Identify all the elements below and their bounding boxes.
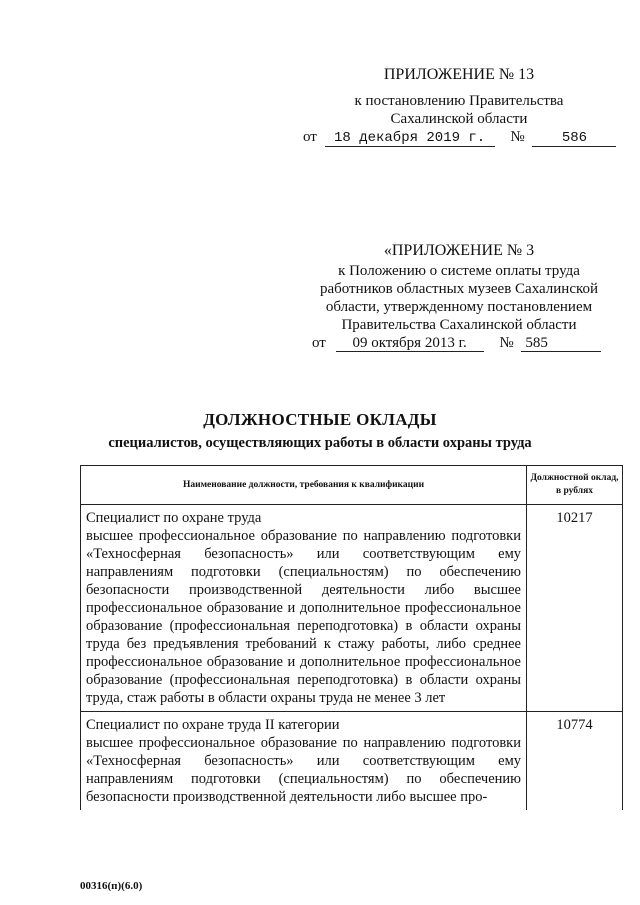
position-requirements: высшее профессиональное образование по направлению подготовки «Техносферная безопасность» или соответствующим ему направлениям подготовки (специальностям) по обеспечению безопасности производственной деятельности либо высшее про- <box>86 735 521 805</box>
appendix-13-reference <box>300 92 618 128</box>
salary-cell: 10774 <box>527 712 623 811</box>
footer-document-code: 00316(п)(6.0) <box>80 880 143 892</box>
appendix-3-number: 585 <box>521 335 601 352</box>
appendix-13-line-2: Сахалинской области <box>390 111 528 127</box>
date-prefix: от <box>303 129 317 145</box>
appendix-3-line-2: работников областных музеев Сахалинской <box>319 281 599 297</box>
position-cell <box>81 505 527 712</box>
position-cell <box>81 712 527 811</box>
appendix-3-line-3: области, утвержденному постановлением <box>325 299 593 315</box>
date-prefix: от <box>312 335 326 351</box>
salary-cell: 10217 <box>527 505 623 712</box>
appendix-3-date-row <box>312 334 601 352</box>
appendix-13-number: 586 <box>532 130 616 147</box>
appendix-3-line-4: Правительства Сахалинской области <box>341 317 577 333</box>
number-prefix: № <box>499 335 514 351</box>
appendix-3-line-1: к Положению о системе оплаты труда <box>338 263 580 279</box>
header-salary: Должностной оклад, в рублях <box>527 466 623 505</box>
appendix-13-date-row <box>303 128 616 147</box>
appendix-13-date: 18 декабря 2019 г. <box>325 130 495 147</box>
appendix-13-title: ПРИЛОЖЕНИЕ № 13 <box>383 66 535 83</box>
appendix-3-reference <box>296 262 622 334</box>
document-subtitle: специалистов, осуществляющих работы в области охраны труда <box>108 435 532 451</box>
appendix-3-date: 09 октября 2013 г. <box>336 335 484 352</box>
salary-table <box>80 465 623 810</box>
header-position: Наименование должности, требования к квалификации <box>81 466 527 505</box>
appendix-3-title: «ПРИЛОЖЕНИЕ № 3 <box>383 242 535 259</box>
position-title: Специалист по охране труда <box>86 510 262 526</box>
number-prefix: № <box>510 129 525 145</box>
table-header-row <box>81 466 623 505</box>
document-title: ДОЛЖНОСТНЫЕ ОКЛАДЫ <box>203 410 437 429</box>
position-title: Специалист по охране труда II категории <box>86 717 340 733</box>
table-row <box>81 505 623 712</box>
appendix-13-line-1: к постановлению Правительства <box>354 93 564 109</box>
position-requirements: высшее профессиональное образование по направлению подготовки «Техносферная безопасность» или соответствующим ему направлениям подготовки (специальностям) по обеспечению безопасности производственной деятельности либо высшее профессиональное образование и дополнительное профессиональное образование (профессиональная переподготовка) в области охраны труда без предъявления требований к стажу работы, либо среднее профессиональное образование и дополнительное профессиональное образование (профессиональная переподготовка) в области охраны труда, стаж работы в области охраны труда не менее 3 лет <box>86 528 521 706</box>
table-row <box>81 712 623 811</box>
